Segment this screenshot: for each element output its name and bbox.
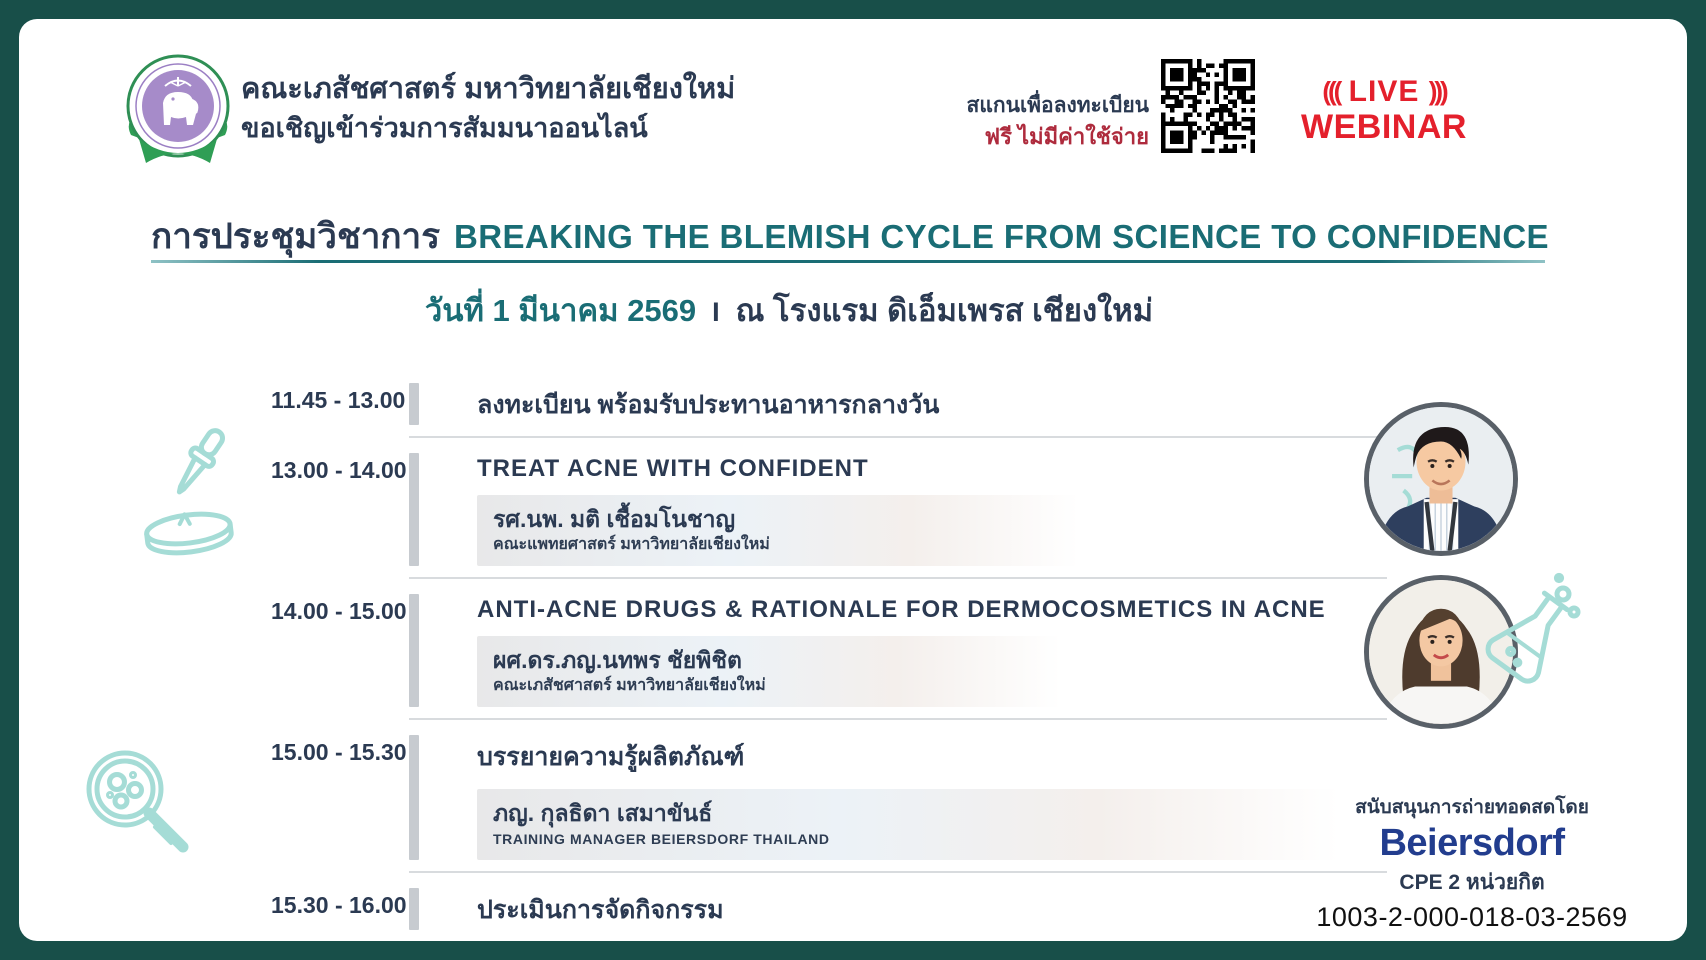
timeline-bar [409,383,419,425]
qr-code[interactable] [1161,59,1255,153]
sponsor-block [1267,795,1677,934]
speaker-name: รศ.นพ. มติ เชื้อมโนชาญ [493,506,736,532]
scan-register-block [849,91,1149,153]
session-title: TREAT ACNE WITH CONFIDENT [477,455,869,482]
speaker-name: ผศ.ดร.ภญ.นทพร ชัยพิชิต [493,647,742,673]
session-time: 15.00 - 15.30 [271,739,407,765]
poster-card [19,19,1687,941]
dropper-petri-icon [119,419,259,569]
session-title: ลงทะเบียน พร้อมรับประทานอาหารกลางวัน [477,391,940,419]
cpe-credit: CPE 2 หน่วยกิต [1399,871,1545,894]
course-code: 1003-2-000-018-03-2569 [1316,902,1628,932]
schedule-row [271,735,1387,873]
timeline-bar [409,735,419,860]
speaker-name: ภญ. กุลธิดา เสมาขันธ์ [493,800,713,826]
timeline-bar [409,594,419,707]
speaker-card [477,789,1339,860]
session-time: 15.30 - 16.00 [271,892,407,918]
faculty-crest-logo [125,53,231,177]
live-webinar-badge [1295,75,1473,145]
schedule-list [271,383,1387,941]
date-venue-separator: I [712,297,720,327]
event-date-venue [419,285,1159,335]
speaker-affiliation: คณะแพทยศาสตร์ มหาวิทยาลัยเชียงใหม่ [493,536,770,553]
speaker-affiliation: TRAINING MANAGER BEIERSDORF THAILAND [493,831,830,847]
session-time: 13.00 - 14.00 [271,457,407,483]
webinar-label: WEBINAR [1301,108,1467,146]
event-title-thai: การประชุมวิชาการ [151,217,440,256]
speaker-card [477,636,1061,707]
signal-waves-right-icon: ))) [1428,76,1446,106]
event-title [151,209,1581,264]
schedule-row [271,888,1387,941]
live-label: ((( LIVE ))) [1322,75,1446,108]
flask-icon [1471,564,1589,724]
timeline-bar [409,888,419,930]
timeline-bar [409,453,419,566]
event-title-english: BREAKING THE BLEMISH CYCLE FROM SCIENCE TO CONFIDENCE [454,218,1549,255]
session-title: ประเมินการจัดกิจกรรม [477,896,724,924]
session-title: ANTI-ACNE DRUGS & RATIONALE FOR DERMOCOSMETICS IN ACNE [477,596,1326,623]
schedule-row [271,383,1387,438]
schedule-row [271,453,1387,579]
signal-waves-left-icon: ((( [1322,76,1340,106]
event-date: วันที่ 1 มีนาคม 2569 [424,293,697,328]
free-label: ฟรี ไม่มีค่าใช้จ่าย [984,124,1149,149]
speaker-photo-male [1364,402,1518,556]
scan-label: สแกนเพื่อลงทะเบียน [966,94,1149,117]
speaker-affiliation: คณะเภสัชศาสตร์ มหาวิทยาลัยเชียงใหม่ [493,677,766,694]
session-time: 11.45 - 13.00 [271,387,406,413]
session-time: 14.00 - 15.00 [271,598,407,624]
session-title: บรรยายความรู้ผลิตภัณฑ์ [477,743,745,771]
sponsor-label: สนับสนุนการถ่ายทอดสดโดย [1355,797,1589,818]
faculty-name: คณะเภสัชศาสตร์ มหาวิทยาลัยเชียงใหม่ [241,73,736,105]
invitation-line: ขอเชิญเข้าร่วมการสัมมนาออนไลน์ [241,113,648,143]
magnifier-cells-icon [77,739,202,869]
title-underline [151,260,1545,263]
speaker-card [477,495,1079,566]
header-text-block [241,69,735,147]
event-venue: ณ โรงแรม ดิเอ็มเพรส เชียงใหม่ [735,293,1154,328]
beiersdorf-logo: Beiersdorf [1379,822,1565,864]
schedule-row [271,594,1387,720]
